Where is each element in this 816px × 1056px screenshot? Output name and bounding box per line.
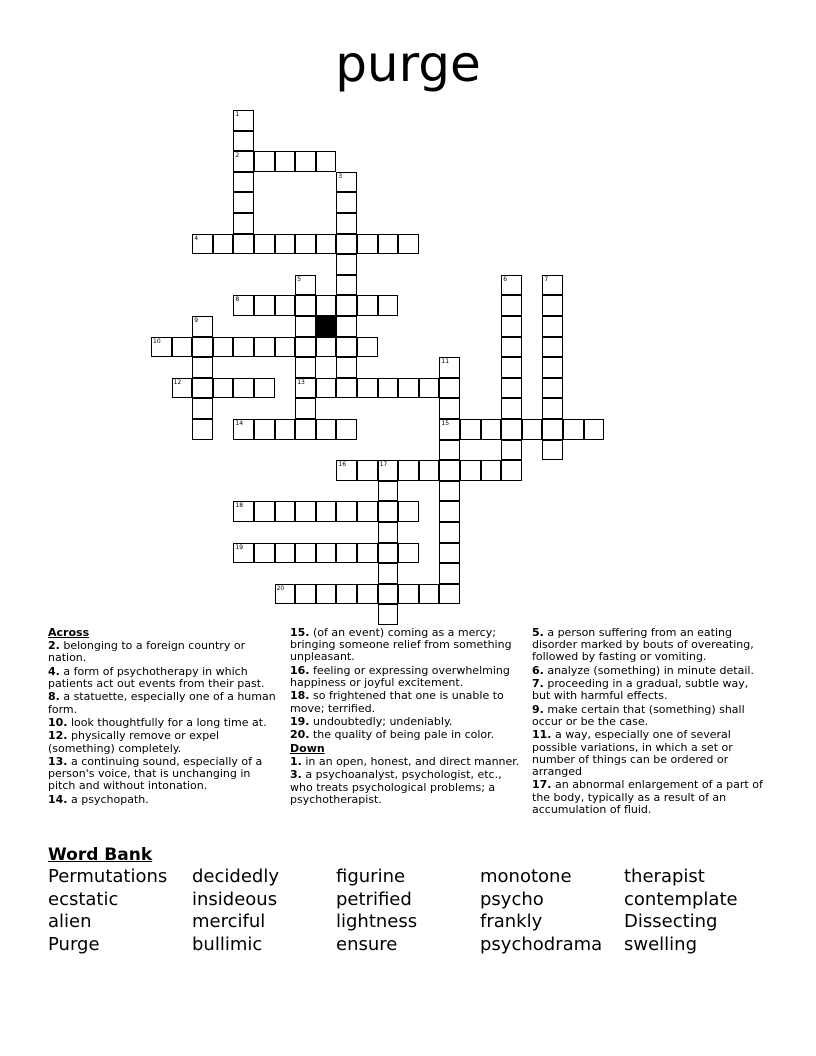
across-heading: Across (48, 626, 90, 639)
grid-cell[interactable] (501, 378, 522, 399)
word-bank-word: bullimic (192, 933, 263, 955)
grid-cell[interactable] (336, 543, 357, 564)
grid-cell[interactable] (336, 254, 357, 275)
clue-number: 15 (441, 420, 450, 427)
clue-number: 6 (503, 275, 508, 283)
grid-cell[interactable] (439, 522, 460, 543)
grid-cell[interactable] (295, 357, 316, 378)
word-bank-word: Permutations (48, 866, 168, 887)
clue-text: physically remove or expel (something) completely. (48, 729, 220, 755)
grid-cell[interactable] (439, 398, 460, 419)
grid-cell[interactable] (254, 295, 275, 316)
clue-text: (of an event) coming as a mercy; bringing someone relief from something unpleasant. (290, 626, 512, 664)
grid-cell[interactable] (542, 378, 563, 399)
grid-cell[interactable] (275, 151, 296, 172)
grid-cell[interactable] (542, 398, 563, 419)
grid-cell[interactable] (336, 213, 357, 234)
clue-number: 16 (338, 461, 347, 469)
grid-cell[interactable] (316, 234, 337, 255)
grid-cell[interactable] (192, 398, 213, 419)
grid-cell[interactable] (460, 419, 481, 440)
grid-cell[interactable] (398, 234, 419, 255)
word-bank-word: alien (48, 911, 92, 933)
grid-cell[interactable] (233, 151, 254, 172)
clue-text: a way, especially one of several possible variations, in which a set or number of things can be ordered or arranged (532, 728, 733, 778)
clue-text: a psychopath. (67, 792, 149, 806)
clue-number-label: 10. (48, 715, 68, 729)
across-clue (290, 716, 522, 728)
grid-cell[interactable] (295, 501, 316, 522)
grid-cell[interactable] (398, 501, 419, 522)
grid-cell[interactable] (357, 295, 378, 316)
clue-number: 14 (235, 420, 244, 427)
clue-number-label: 20. (290, 728, 310, 742)
grid-cell[interactable] (439, 378, 460, 399)
word-bank-word: petrified (336, 888, 412, 910)
word-bank-word: monotone (480, 866, 572, 887)
grid-cell[interactable] (336, 460, 357, 481)
grid-cell[interactable] (336, 501, 357, 522)
clue-number-label: 5. (532, 626, 544, 639)
grid-cell[interactable] (439, 460, 460, 481)
grid-cell[interactable] (542, 275, 563, 296)
grid-cell[interactable] (419, 584, 440, 605)
grid-cell[interactable] (295, 316, 316, 337)
grid-cell[interactable] (233, 419, 254, 440)
grid-cell[interactable] (584, 419, 605, 440)
grid-cell[interactable] (192, 419, 213, 440)
grid-cell[interactable] (295, 398, 316, 419)
clue-text: belonging to a foreign country or nation. (48, 639, 246, 665)
clue-text: a statuette, especially one of a human form. (48, 690, 276, 716)
clue-number-label: 18. (290, 689, 310, 703)
grid-cell[interactable] (378, 543, 399, 564)
grid-cell[interactable] (254, 234, 275, 255)
grid-cell[interactable] (460, 460, 481, 481)
grid-cell[interactable] (398, 378, 419, 399)
grid-cell[interactable] (213, 378, 234, 399)
down-clue (532, 704, 764, 728)
grid-cell[interactable] (357, 501, 378, 522)
grid-cell[interactable] (275, 543, 296, 564)
grid-cell[interactable] (542, 440, 563, 461)
clue-text: a form of psychotherapy in which patients act out events from their past. (48, 664, 265, 690)
clue-text: proceeding in a gradual, subtle way, but with harmful effects. (532, 677, 749, 703)
grid-cell[interactable] (233, 378, 254, 399)
grid-cell[interactable] (439, 563, 460, 584)
grid-cell[interactable] (501, 295, 522, 316)
grid-cell[interactable] (398, 460, 419, 481)
grid-cell[interactable] (481, 460, 502, 481)
grid-cell[interactable] (233, 501, 254, 522)
clue-number-label: 8. (48, 690, 60, 704)
word-bank-word: lightness (336, 911, 418, 933)
grid-cell[interactable] (501, 440, 522, 461)
grid-cell[interactable] (378, 481, 399, 502)
word-bank-word: ensure (336, 933, 398, 955)
clue-text: analyze (something) in minute detail. (543, 663, 754, 677)
grid-cell[interactable] (275, 419, 296, 440)
grid-cell[interactable] (378, 584, 399, 605)
grid-cell[interactable] (213, 234, 234, 255)
clue-number: 7 (544, 275, 549, 283)
grid-cell[interactable] (192, 234, 213, 255)
clue-text: feeling or expressing overwhelming happiness or joyful excitement. (290, 663, 510, 689)
clue-number-label: 17. (532, 778, 552, 792)
grid-cell[interactable] (316, 543, 337, 564)
down-heading: Down (290, 741, 325, 755)
word-bank-word: psychodrama (480, 933, 603, 955)
clue-number: 17 (379, 461, 388, 469)
clue-number: 3 (338, 172, 343, 180)
down-clue (290, 756, 522, 768)
grid-cell[interactable] (151, 337, 172, 358)
down-clue (532, 665, 764, 677)
clue-number: 10 (153, 337, 161, 345)
grid-cell[interactable] (439, 419, 460, 440)
grid-cell[interactable] (501, 419, 522, 440)
grid-cell[interactable] (233, 295, 254, 316)
down-clue (532, 627, 764, 664)
clue-number-label: 9. (532, 702, 544, 716)
clue-text: look thoughtfully for a long time at. (67, 715, 267, 729)
clue-number: 11 (441, 358, 450, 366)
grid-cell[interactable] (419, 460, 440, 481)
word-bank-word: decidedly (192, 866, 279, 887)
grid-cell[interactable] (398, 584, 419, 605)
across-clue (290, 627, 522, 664)
clue-number: 13 (297, 378, 305, 386)
grid-cell[interactable] (542, 295, 563, 316)
grid-cell[interactable] (316, 295, 337, 316)
grid-cell[interactable] (336, 316, 357, 337)
grid-cell[interactable] (275, 501, 296, 522)
grid-cell[interactable] (233, 234, 254, 255)
grid-cell[interactable] (501, 275, 522, 296)
grid-cell[interactable] (295, 295, 316, 316)
grid-cell[interactable] (378, 522, 399, 543)
grid-cell[interactable] (213, 337, 234, 358)
clue-number-label: 3. (290, 768, 302, 782)
grid-cell[interactable] (254, 419, 275, 440)
grid-cell[interactable] (295, 378, 316, 399)
grid-cell[interactable] (172, 378, 193, 399)
grid-cell[interactable] (357, 337, 378, 358)
grid-cell[interactable] (192, 316, 213, 337)
grid-cell[interactable] (378, 563, 399, 584)
grid-cell[interactable] (419, 378, 440, 399)
clue-text: an abnormal enlargement of a part of the body, typically as a result of an accumulation of fluid. (532, 778, 763, 816)
word-bank-word: insideous (192, 888, 278, 910)
grid-cell[interactable] (254, 337, 275, 358)
grid-cell[interactable] (336, 295, 357, 316)
grid-cell[interactable] (192, 337, 213, 358)
clue-number: 20 (276, 584, 285, 592)
grid-cell[interactable] (439, 481, 460, 502)
across-down-clues-col2 (290, 627, 522, 807)
word-bank-word: figurine (336, 866, 406, 887)
clue-number-label: 6. (532, 663, 544, 677)
grid-cell[interactable] (439, 440, 460, 461)
grid-cell[interactable] (336, 275, 357, 296)
clue-number-label: 7. (532, 677, 544, 691)
grid-cell[interactable] (233, 543, 254, 564)
across-clue (290, 690, 522, 714)
grid-cell[interactable] (542, 357, 563, 378)
clue-number-label: 15. (290, 626, 310, 639)
grid-cell[interactable] (316, 337, 337, 358)
puzzle-title: purge (335, 35, 481, 93)
word-bank-heading: Word Bank (48, 845, 153, 865)
clue-number-label: 13. (48, 754, 68, 768)
grid-cell[interactable] (295, 419, 316, 440)
grid-cell[interactable] (254, 501, 275, 522)
across-clue (48, 756, 280, 793)
word-bank-word: merciful (192, 911, 266, 933)
grid-cell[interactable] (439, 584, 460, 605)
grid-black-cell (316, 316, 337, 337)
across-clue (48, 730, 280, 754)
clue-text: a person suffering from an eating disorder marked by bouts of overeating, followed by fasting or vomiting. (532, 626, 754, 664)
word-bank-word: contemplate (624, 888, 738, 910)
clue-text: so frightened that one is unable to move; terrified. (290, 689, 504, 715)
grid-cell[interactable] (336, 584, 357, 605)
grid-cell[interactable] (316, 419, 337, 440)
clue-number: 12 (173, 378, 182, 386)
grid-cell[interactable] (398, 543, 419, 564)
grid-cell[interactable] (233, 110, 254, 131)
grid-cell[interactable] (254, 543, 275, 564)
grid-cell[interactable] (378, 378, 399, 399)
across-clue (48, 794, 280, 806)
word-bank-word: Purge (48, 933, 100, 955)
clue-text: make certain that (something) shall occur or be the case. (532, 702, 745, 728)
clue-number: 9 (194, 317, 199, 324)
grid-cell[interactable] (439, 357, 460, 378)
clue-number: 18 (235, 502, 244, 510)
grid-cell[interactable] (336, 419, 357, 440)
clue-number: 8 (235, 296, 240, 304)
across-clue (290, 665, 522, 689)
down-clue (532, 678, 764, 702)
across-clue (290, 729, 522, 741)
grid-cell[interactable] (378, 234, 399, 255)
grid-cell[interactable] (563, 419, 584, 440)
grid-cell[interactable] (172, 337, 193, 358)
grid-cell[interactable] (336, 378, 357, 399)
clue-text: a continuing sound, especially of a person's voice, that is unchanging in pitch and without intonation. (48, 754, 263, 793)
clue-text: undoubtedly; undeniably. (309, 714, 453, 728)
grid-cell[interactable] (542, 316, 563, 337)
grid-cell[interactable] (254, 378, 275, 399)
grid-cell[interactable] (233, 213, 254, 234)
grid-cell[interactable] (378, 295, 399, 316)
grid-cell[interactable] (501, 316, 522, 337)
grid-cell[interactable] (336, 357, 357, 378)
grid-cell[interactable] (336, 234, 357, 255)
grid-cell[interactable] (192, 378, 213, 399)
grid-cell[interactable] (316, 378, 337, 399)
grid-cell[interactable] (295, 234, 316, 255)
clue-number: 1 (235, 111, 240, 118)
clue-number-label: 2. (48, 639, 60, 653)
grid-cell[interactable] (501, 357, 522, 378)
grid-cell[interactable] (295, 584, 316, 605)
grid-cell[interactable] (357, 584, 378, 605)
word-bank-word: frankly (480, 911, 543, 933)
down-clue (532, 729, 764, 778)
grid-cell[interactable] (295, 151, 316, 172)
grid-cell[interactable] (522, 419, 543, 440)
clue-number: 5 (297, 275, 302, 283)
grid-cell[interactable] (275, 295, 296, 316)
grid-cell[interactable] (378, 460, 399, 481)
across-clues-col1 (48, 627, 280, 807)
across-clue (48, 691, 280, 715)
across-clue (48, 666, 280, 690)
across-clue (48, 717, 280, 729)
grid-cell[interactable] (378, 604, 399, 625)
grid-cell[interactable] (316, 584, 337, 605)
grid-cell[interactable] (233, 172, 254, 193)
grid-cell[interactable] (254, 151, 275, 172)
grid-cell[interactable] (542, 337, 563, 358)
clue-text: in an open, honest, and direct manner. (301, 754, 520, 768)
clue-number-label: 16. (290, 663, 310, 677)
grid-cell[interactable] (357, 378, 378, 399)
grid-cell[interactable] (233, 131, 254, 152)
grid-cell[interactable] (316, 151, 337, 172)
grid-cell[interactable] (501, 460, 522, 481)
grid-cell[interactable] (233, 337, 254, 358)
word-bank-word: Dissecting (624, 911, 718, 933)
grid-cell[interactable] (336, 337, 357, 358)
clue-number-label: 4. (48, 664, 60, 678)
clue-number-label: 14. (48, 792, 68, 806)
word-bank-word: therapist (624, 866, 705, 887)
grid-cell[interactable] (295, 337, 316, 358)
grid-cell[interactable] (316, 501, 337, 522)
grid-cell[interactable] (542, 419, 563, 440)
grid-cell[interactable] (336, 192, 357, 213)
grid-cell[interactable] (192, 357, 213, 378)
across-clue (48, 640, 280, 664)
word-bank-word: psycho (480, 888, 544, 910)
word-bank-word: ecstatic (48, 888, 119, 910)
clue-text: a psychoanalyst, psychologist, etc., who treats psychological problems; a psychotherapist. (290, 768, 502, 806)
grid-cell[interactable] (501, 337, 522, 358)
grid-cell[interactable] (481, 419, 502, 440)
clue-number: 2 (235, 152, 240, 160)
grid-cell[interactable] (336, 172, 357, 193)
grid-cell[interactable] (357, 460, 378, 481)
clue-number: 4 (194, 234, 199, 242)
grid-cell[interactable] (357, 543, 378, 564)
down-clues-col3 (532, 627, 764, 817)
grid-cell[interactable] (501, 398, 522, 419)
grid-cell[interactable] (295, 543, 316, 564)
down-clue (532, 779, 764, 816)
grid-cell[interactable] (233, 192, 254, 213)
clue-number: 19 (235, 543, 244, 551)
clue-number-label: 12. (48, 729, 68, 743)
grid-cell[interactable] (295, 275, 316, 296)
clue-text: the quality of being pale in color. (309, 728, 495, 742)
grid-cell[interactable] (439, 543, 460, 564)
down-clue (290, 769, 522, 806)
grid-cell[interactable] (275, 584, 296, 605)
clue-number-label: 1. (290, 754, 302, 768)
grid-cell[interactable] (275, 337, 296, 358)
clue-number-label: 11. (532, 728, 552, 742)
grid-cell[interactable] (378, 501, 399, 522)
grid-cell[interactable] (357, 234, 378, 255)
word-bank-word: swelling (624, 933, 698, 955)
grid-cell[interactable] (275, 234, 296, 255)
clue-number-label: 19. (290, 714, 310, 728)
grid-cell[interactable] (439, 501, 460, 522)
